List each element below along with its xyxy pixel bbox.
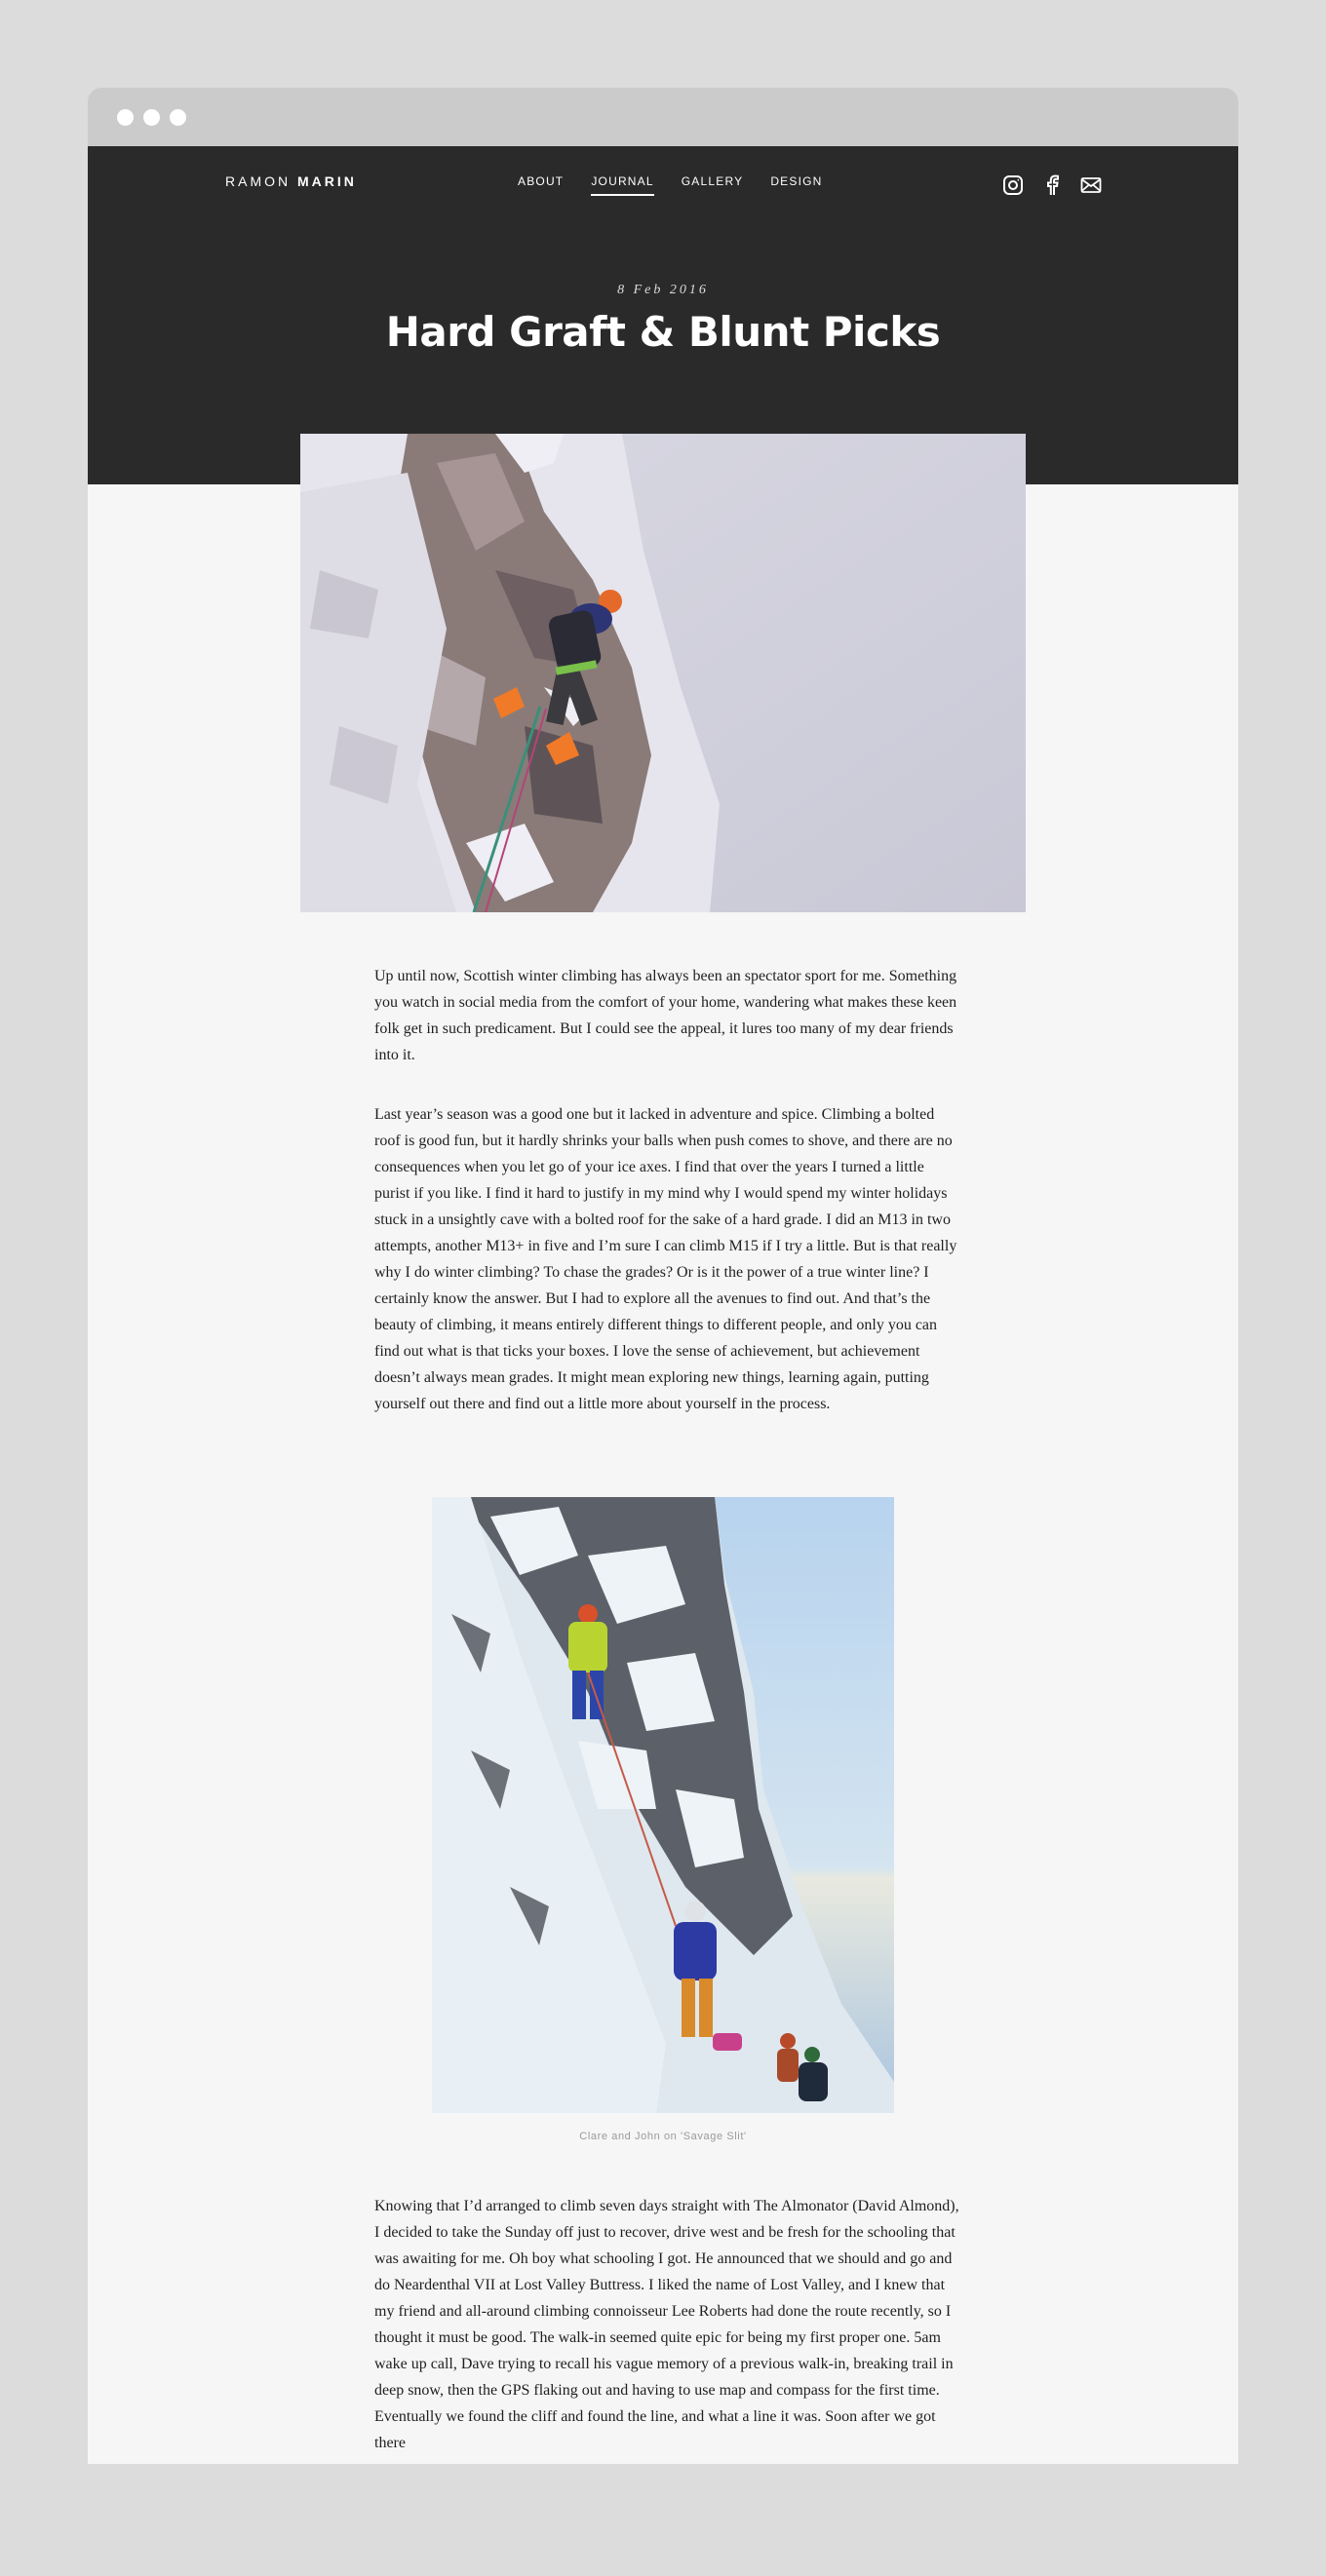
- window-maximize-dot[interactable]: [170, 109, 186, 126]
- paragraph-3: Knowing that I’d arranged to climb seven days straight with The Almonator (David Almond), I decided to take the Sunday off just to recover, drive west and be fresh for the schooling that was awaiting for me. Oh boy what schooling I got. He announced that we should and go and do Neardenthal VII at Lost Valley Buttress. I liked the name of Lost Valley, and I knew that my friend and all-around climbing connoisseur Lee Roberts had done the route recently, so I thought it must be good. The walk-in seemed quite epic for being my first proper one. 5am wake up call, Dave trying to recall his vague memory of a previous walk-in, breaking trail in deep snow, then the GPS flaking out and having to use map and compass for the first time. Eventually we found the cliff and found the line, and what a line it was. Soon after we got there: [374, 2198, 959, 2451]
- article-body-2: [374, 2193, 959, 2456]
- browser-window: [88, 88, 1238, 2464]
- top-nav: [88, 146, 1238, 228]
- brand-logo[interactable]: [225, 173, 357, 189]
- facebook-icon[interactable]: [1040, 173, 1064, 197]
- paragraph-1: Up until now, Scottish winter climbing has always been an spectator sport for me. Something you watch in social media from the comfort of your home, wandering what makes these keen folk get in such predicament. But I could see the appeal, it lures too many of my dear friends into it.: [374, 968, 957, 1063]
- hero-photo: [300, 434, 1026, 912]
- instagram-icon[interactable]: [1001, 173, 1025, 197]
- brand-first: RAMON: [225, 173, 292, 189]
- post-title: Hard Graft & Blunt Picks: [385, 308, 941, 356]
- nav-item-journal[interactable]: JOURNAL: [591, 174, 653, 196]
- nav-item-design[interactable]: DESIGN: [770, 174, 823, 188]
- window-titlebar: [88, 88, 1238, 146]
- climbers-photo: [432, 1497, 894, 2113]
- article-body-1: [374, 963, 959, 1417]
- window-close-dot[interactable]: [117, 109, 134, 126]
- nav-item-gallery[interactable]: GALLERY: [681, 174, 744, 188]
- brand-last: MARIN: [297, 173, 357, 189]
- post-date: 8 Feb 2016: [617, 283, 709, 297]
- social-links: [1001, 173, 1103, 197]
- mail-icon[interactable]: [1079, 173, 1103, 197]
- nav-links: [518, 174, 850, 196]
- nav-item-about[interactable]: ABOUT: [518, 174, 565, 188]
- paragraph-2: Last year’s season was a good one but it lacked in adventure and spice. Climbing a bolted roof is good fun, but it hardly shrinks your balls when push comes to shove, and there are no consequences when you let go of your ice axes. I find that over the years I turned a little purist if you like. I find it hard to justify in my mind why I would spend my winter holidays stuck in a unsightly cave with a bolted roof for the sake of a hard grade. I did an M13 in two attempts, another M13+ in five and I’m sure I can climb M15 if I try a little. But is that really why I do winter climbing? To chase the grades? Or is it the power of a true winter line? I certainly know the answer. But I had to explore all the avenues to find out. And that’s the beauty of climbing, it means entirely different things to different people, and only you can find out what is that ticks your boxes. I love the sense of achievement, but achievement doesn’t always mean grades. It might mean exploring new things, learning again, putting yourself out there and find out a little more about yourself in the process.: [374, 1106, 957, 1412]
- window-minimize-dot[interactable]: [143, 109, 160, 126]
- photo-caption: Clare and John on 'Savage Slit': [579, 2131, 747, 2142]
